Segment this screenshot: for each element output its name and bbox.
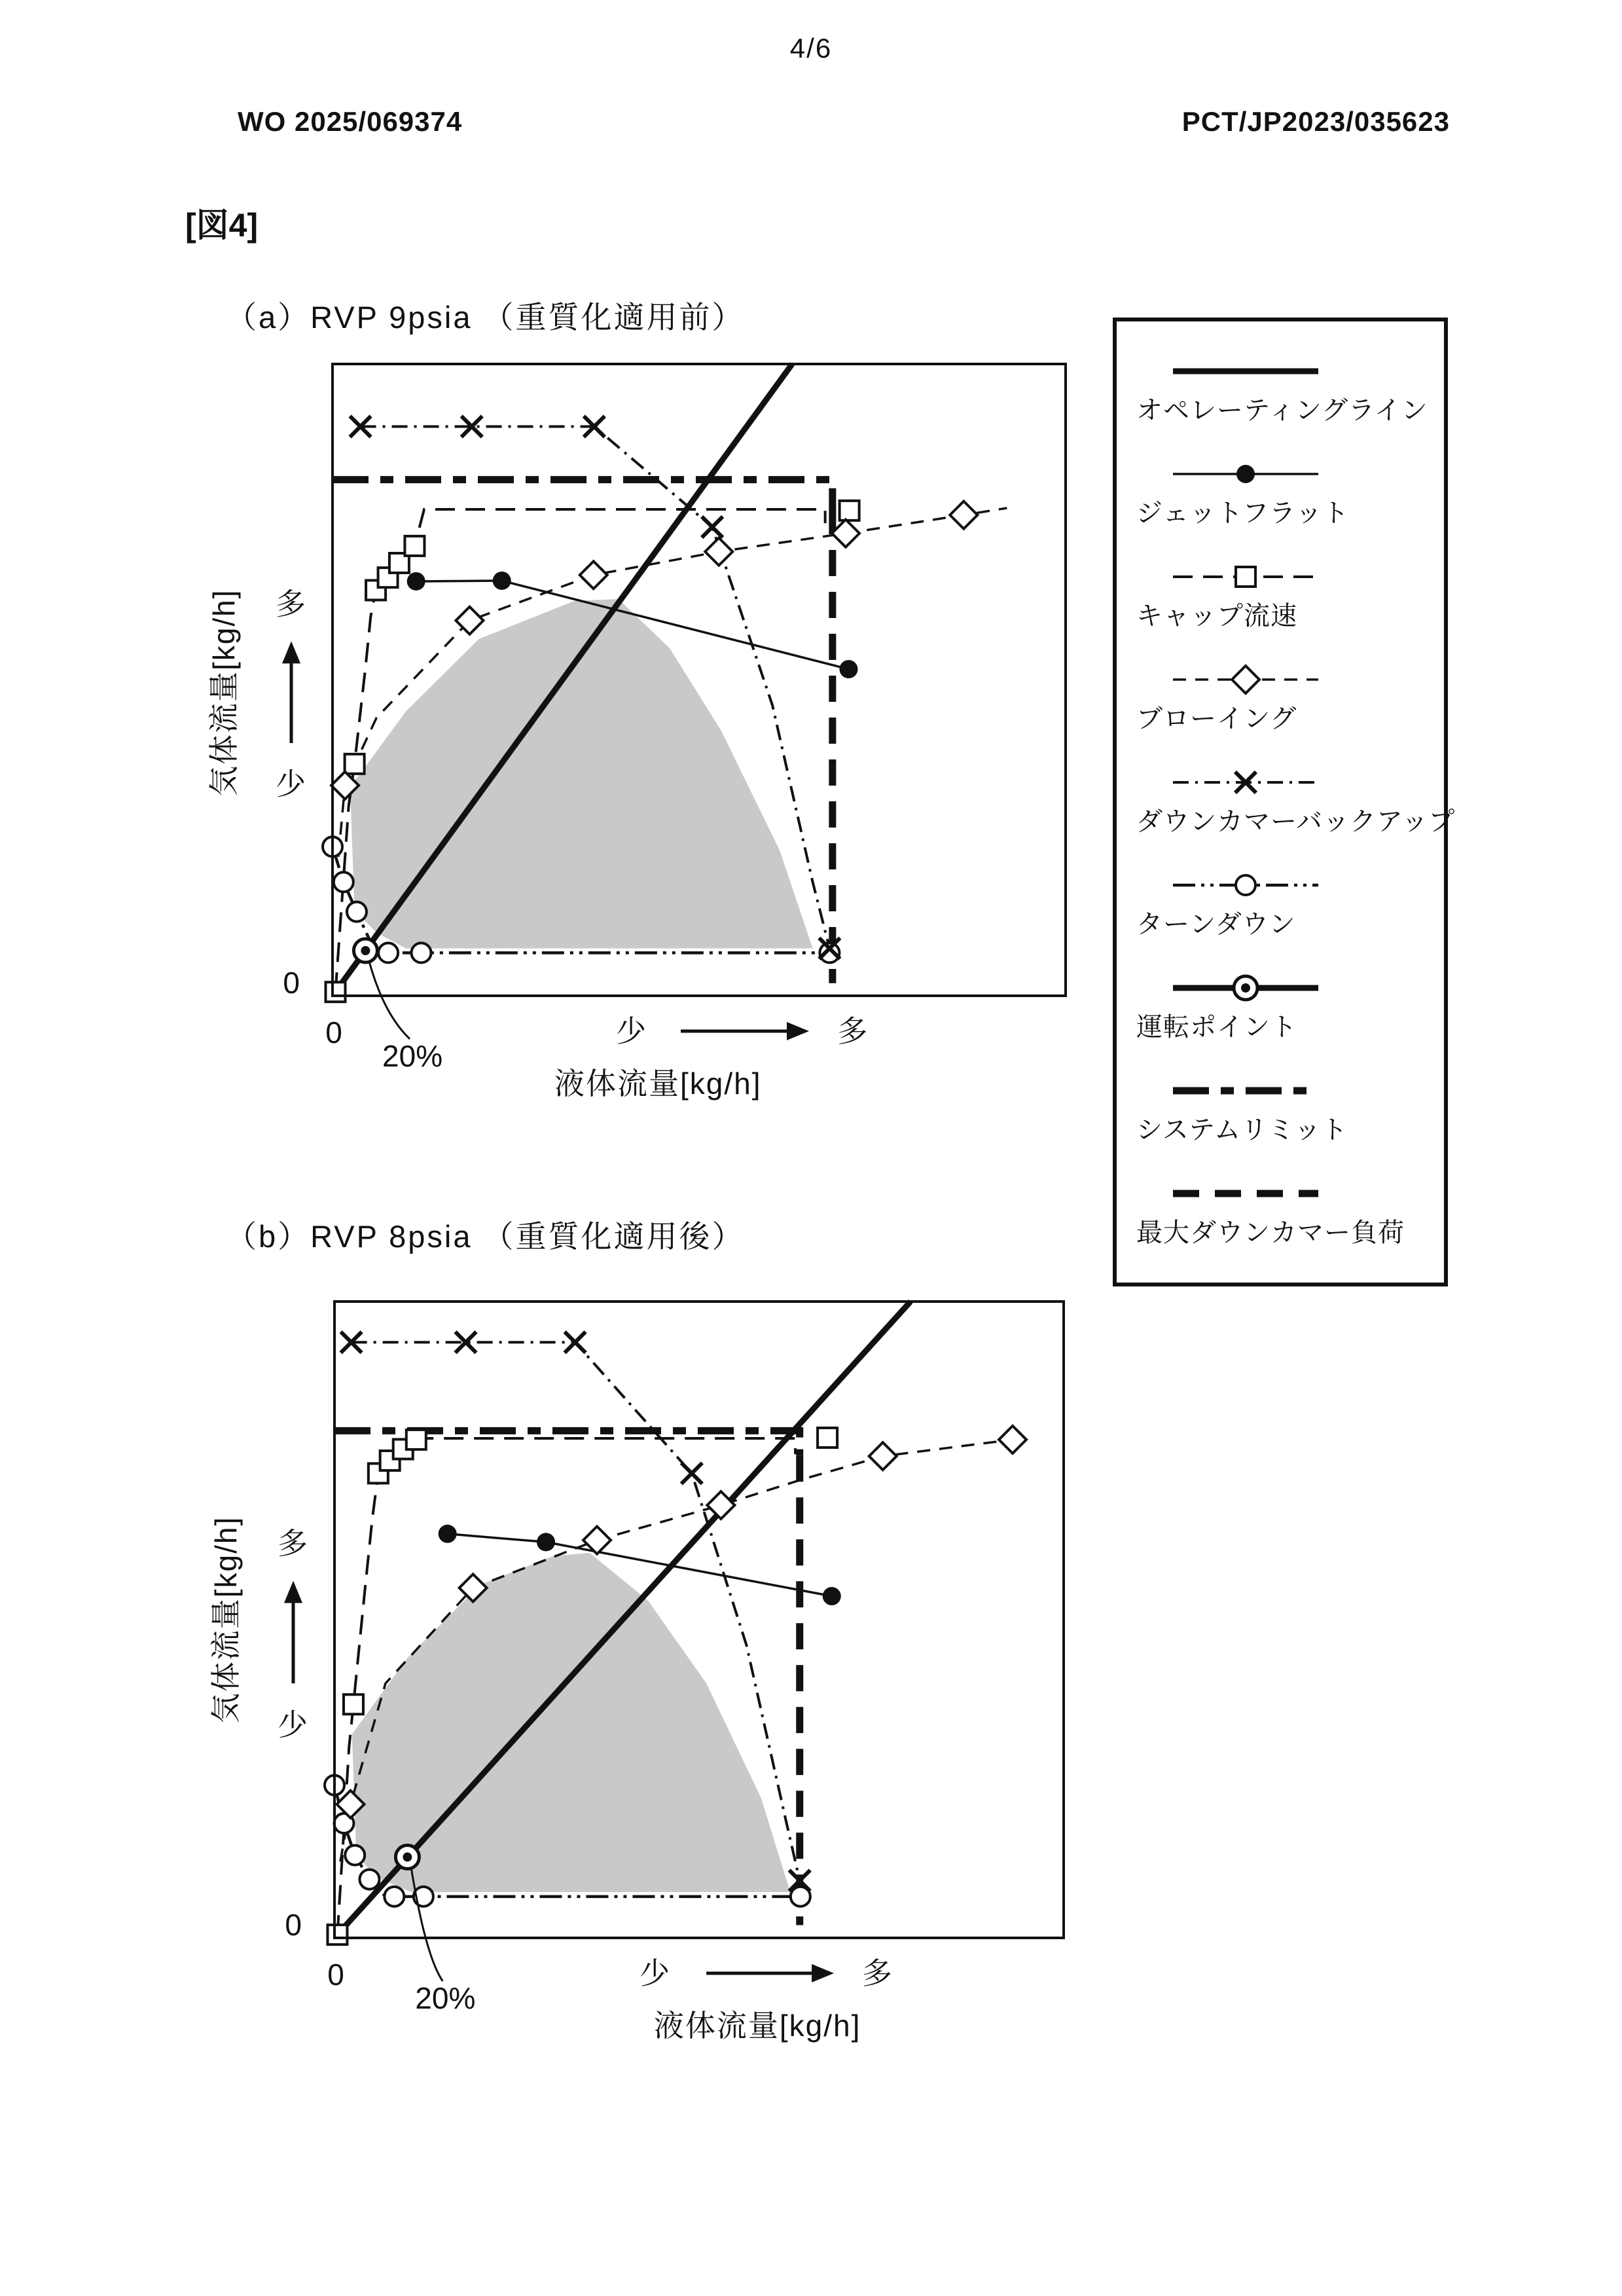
legend-label-blowing: ブローイング [1136, 704, 1297, 733]
chart-b-operating-point-annotation: 20% [415, 1981, 476, 2015]
legend-label-system-limit: システムリミット [1136, 1116, 1348, 1144]
legend-item-operating-line [1117, 355, 1444, 458]
publication-number-pct: PCT/JP2023/035623 [1181, 106, 1450, 137]
legend-item-max-downcomer-load [1117, 1178, 1444, 1281]
legend-label-operating-line: オペレーティングライン [1136, 396, 1428, 425]
legend-label-turndown: ターンダウン [1136, 910, 1296, 939]
legend-label-jet-flood: ジェットフラット [1136, 499, 1350, 528]
chart-a-x-origin-label: 0 [325, 1015, 342, 1049]
chart-b-x-axis-less-label: 少 [640, 1956, 672, 1990]
legend-sample-operating-point-icon [1170, 972, 1321, 1004]
chart-a-operating-point-annotation: 20% [382, 1039, 443, 1073]
chart-a-x-axis-less-label: 少 [615, 1014, 647, 1048]
legend-label-downcomer-backup: ダウンカマーバックアップ [1136, 807, 1456, 836]
chart-a-title: （a）RVP 9psia （重質化適用前） [226, 300, 745, 335]
chart-b-svg [196, 1277, 1106, 2193]
chart-b-operating-envelope [352, 1553, 791, 1892]
chart-b-x-origin-label: 0 [327, 1958, 344, 1992]
chart-b-x-axis-increase-arrow-icon [706, 1964, 834, 1982]
chart-b-x-axis-label: 液体流量[kg/h] [653, 2009, 861, 2043]
chart-a-x-axis-label: 液体流量[kg/h] [554, 1066, 762, 1101]
legend-sample-jet-flood-icon [1170, 458, 1321, 490]
chart-a-svg [196, 340, 1106, 1211]
chart-b [196, 1277, 1106, 2196]
legend-label-max-downcomer-load: 最大ダウンカマー負荷 [1136, 1218, 1405, 1247]
chart-a-y-axis-less-label: 少 [276, 767, 307, 801]
figure-tag: [図4] [185, 207, 259, 244]
legend-item-system-limit [1117, 1075, 1444, 1178]
chart-a-y-axis-more-label: 多 [276, 587, 307, 621]
legend-item-jet-flood [1117, 458, 1444, 561]
sheet-number: 4/6 [789, 33, 833, 64]
legend-label-operating-point: 運転ポイント [1136, 1013, 1297, 1042]
legend-item-blowing [1117, 664, 1444, 767]
chart-b-y-axis-label: 気体流量[kg/h] [209, 1516, 243, 1724]
legend-item-turndown [1117, 869, 1444, 972]
legend-sample-max-downcomer-load-icon [1170, 1178, 1321, 1209]
chart-a [196, 340, 1106, 1214]
chart-a-operating-point-marker [353, 939, 377, 962]
legend-item-operating-point [1117, 972, 1444, 1075]
chart-a-y-axis-increase-arrow-icon [282, 641, 300, 743]
chart-a-x-axis-more-label: 多 [837, 1014, 869, 1048]
chart-a-operating-point-leader [369, 962, 410, 1039]
legend-item-downcomer-backup [1117, 767, 1456, 869]
chart-b-y-origin-label: 0 [285, 1908, 302, 1942]
legend-sample-cap-velocity-icon [1170, 561, 1321, 592]
legend-sample-downcomer-backup-icon [1170, 767, 1321, 798]
chart-b-y-axis-increase-arrow-icon [284, 1581, 302, 1684]
legend-sample-turndown-icon [1170, 869, 1321, 901]
chart-b-title: （b）RVP 8psia （重質化適用後） [226, 1219, 745, 1254]
legend-sample-operating-line-icon [1170, 355, 1321, 387]
chart-a-series-syslimit-line [333, 480, 833, 508]
chart-a-y-origin-label: 0 [283, 966, 300, 1000]
chart-b-y-axis-less-label: 少 [278, 1707, 309, 1742]
chart-a-y-axis-label: 気体流量[kg/h] [207, 589, 241, 797]
chart-b-y-axis-more-label: 多 [278, 1526, 309, 1561]
chart-a-x-axis-increase-arrow-icon [681, 1022, 809, 1040]
legend-label-cap-velocity: キャップ流速 [1136, 602, 1297, 630]
chart-b-x-axis-more-label: 多 [861, 1956, 893, 1990]
publication-number-wo: WO 2025/069374 [238, 106, 463, 137]
legend-sample-system-limit-icon [1170, 1075, 1321, 1106]
legend-sample-blowing-icon [1170, 664, 1321, 695]
legend-box [1113, 318, 1456, 1286]
legend-item-cap-velocity [1117, 561, 1444, 664]
chart-b-operating-point-marker [395, 1846, 419, 1869]
